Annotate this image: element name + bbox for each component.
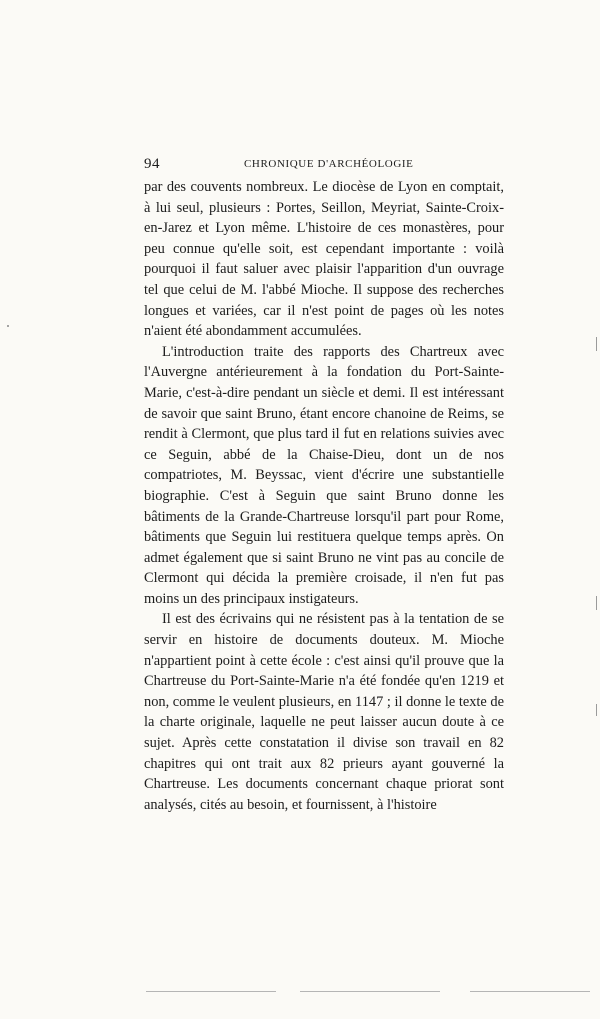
paragraph-3: Il est des écrivains qui ne résistent pas à la tentation de se servir en histoire de documents douteux. M. Mioche n'appartient point à cette école : c'est ainsi qu'il prouve que la Chartreuse du Port-Sainte-Marie n'a été fondée qu'en 1219 et non, comme le veulent plusieurs, en 1147 ; il donne le texte de la charte originale, laquelle ne peut laisser aucun doute à ce sujet. Après cette constatation il divise son travail en 82 chapitres qui ont trait aux 82 prieurs ayant gouverné la Chartreuse. Les documents concernant chaque priorat sont analysés, cités au besoin, et fournissent, à l'histoire: [144, 611, 504, 813]
body-text: [144, 177, 504, 815]
page-number: 94: [144, 156, 160, 172]
page-header: [144, 156, 506, 176]
right-edge-mark: [596, 596, 597, 610]
paragraph-1: par des couvents nombreux. Le diocèse de Lyon en comptait, à lui seul, plusieurs : Portes, Seillon, Meyriat, Sainte-Croix-en-Jarez et Lyon même. L'histoire de ces monastères, pour peu connue qu'elle soit, est cependant importante : voilà pourquoi il faut saluer avec plaisir l'apparition d'un ouvrage tel que celui de M. l'abbé Mioche. Il suppose des recherches longues et variées, car il n'est point de pages où les notes n'aient été abondamment accumulées.: [144, 179, 504, 340]
right-edge-mark: [596, 704, 597, 716]
paragraph-2: L'introduction traite des rapports des Chartreux avec l'Auvergne antérieurement à la fondation du Port-Sainte-Marie, c'est-à-dire pendant un siècle et demi. Il est intéressant de savoir que saint Bruno, étant encore chanoine de Reims, se rendit à Clermont, que plus tard il fut en relations suivies avec ce Seguin, abbé de la Chaise-Dieu, dont un de nos compatriotes, M. Beyssac, vient d'écrire une substantielle biographie. C'est à Seguin que saint Bruno donne les bâtiments de la Grande-Chartreuse lorsqu'il part pour Rome, bâtiments que Seguin lui restituera quelque temps après. On admet également que si saint Bruno ne vint pas au concile de Clermont qui décida la première croisade, il n'en fut pas moins un des principaux instigateurs.: [144, 343, 504, 607]
bottom-scan-rule: [470, 991, 590, 992]
bottom-scan-rule: [300, 991, 440, 992]
right-edge-mark: [596, 337, 597, 351]
scan-speck: [7, 325, 9, 327]
bottom-scan-rule: [146, 991, 276, 992]
running-title: CHRONIQUE D'ARCHÉOLOGIE: [244, 158, 414, 170]
